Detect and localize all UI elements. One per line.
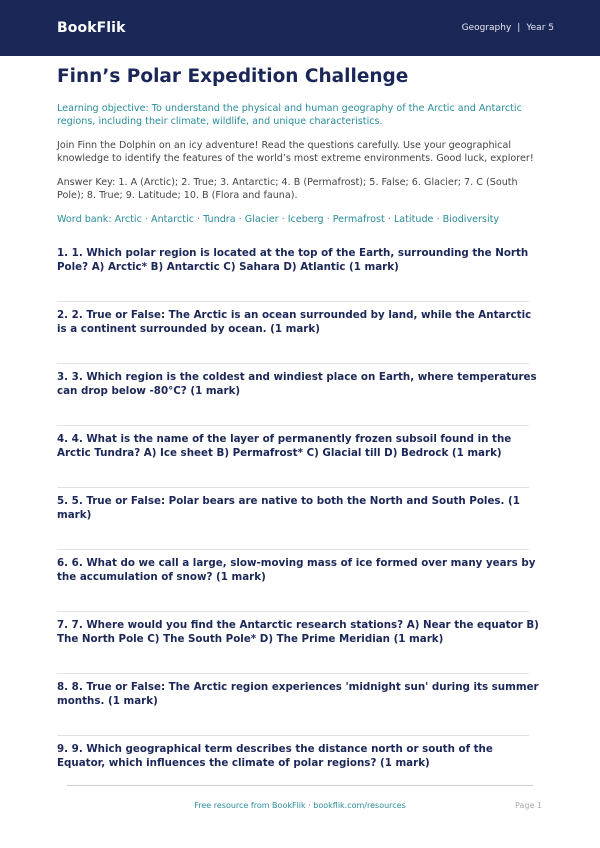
question-item [57, 618, 543, 680]
answer-line [57, 363, 529, 364]
subject-label: Geography [461, 23, 512, 33]
question-list [57, 246, 543, 804]
question-item [57, 246, 543, 308]
question-text: 8. 8. True or False: The Arctic region experiences 'midnight sun' during its summer months. (1 mark) [57, 681, 539, 707]
question-item [57, 556, 543, 618]
answer-line [57, 425, 529, 426]
question-text: 3. 3. Which region is the coldest and windiest place on Earth, where temperatures can drop below -80°C? (1 mark) [57, 371, 537, 397]
brand-logo-text: BookFlik [57, 20, 126, 36]
worksheet-title: Finn’s Polar Expedition Challenge [57, 66, 409, 87]
question-text: 2. 2. True or False: The Arctic is an ocean surrounded by land, while the Antarctic is a continent surrounded by ocean. (1 mark) [57, 309, 532, 335]
intro-paragraph: Join Finn the Dolphin on an icy adventure! Read the questions carefully. Use your geographical knowledge to identify the features of the world’s most extreme environments. Good luck, explorer! [57, 140, 534, 164]
worksheet-body [0, 66, 600, 804]
year-label: Year 5 [526, 23, 554, 33]
header-meta [462, 23, 554, 33]
question-item [57, 432, 543, 494]
question-item [57, 308, 543, 370]
question-text: 4. 4. What is the name of the layer of permanently frozen subsoil found in the Arctic Tundra? A) Ice sheet B) Permafrost* C) Glacial till D) Bedrock (1 mark) [57, 433, 512, 459]
page-number: Page 1 [515, 801, 542, 810]
footer-credit: Free resource from BookFlik · bookflik.com/resources [194, 801, 406, 810]
answer-line [57, 735, 529, 736]
learning-objective: Learning objective: To understand the physical and human geography of the Arctic and Antarctic regions, including their climate, wildlife, and unique characteristics. [57, 103, 522, 127]
question-text: 7. 7. Where would you find the Antarctic research stations? A) Near the equator B) The North Pole C) The South Pole* D) The Prime Meridian (1 mark) [57, 619, 539, 645]
answer-line [57, 301, 529, 302]
question-item [57, 370, 543, 432]
question-text: 5. 5. True or False: Polar bears are native to both the North and South Poles. (1 mark) [57, 495, 520, 521]
question-item [57, 742, 543, 804]
answer-line [57, 487, 529, 488]
question-text: 6. 6. What do we call a large, slow-moving mass of ice formed over many years by the accumulation of snow? (1 mark) [57, 557, 536, 583]
question-item [57, 494, 543, 556]
footer-divider [67, 785, 533, 786]
page-header [0, 0, 600, 56]
question-text: 9. 9. Which geographical term describes the distance north or south of the Equator, which influences the climate of polar regions? (1 mark) [57, 743, 493, 769]
question-item [57, 680, 543, 742]
word-bank: Word bank: Arctic · Antarctic · Tundra · Glacier · Iceberg · Permafrost · Latitude · Biodiversity [57, 214, 500, 225]
answer-line [57, 611, 529, 612]
meta-separator: | [517, 23, 521, 33]
answer-line [57, 673, 529, 674]
answer-line [57, 549, 529, 550]
question-text: 1. 1. Which polar region is located at the top of the Earth, surrounding the North Pole? A) Arctic* B) Antarctic C) Sahara D) Atlantic (1 mark) [57, 247, 529, 273]
answer-key: Answer Key: 1. A (Arctic); 2. True; 3. Antarctic; 4. B (Permafrost); 5. False; 6. Glacier; 7. C (South Pole); 8. True; 9. Latitude; 10. B (Flora and fauna). [57, 177, 518, 201]
